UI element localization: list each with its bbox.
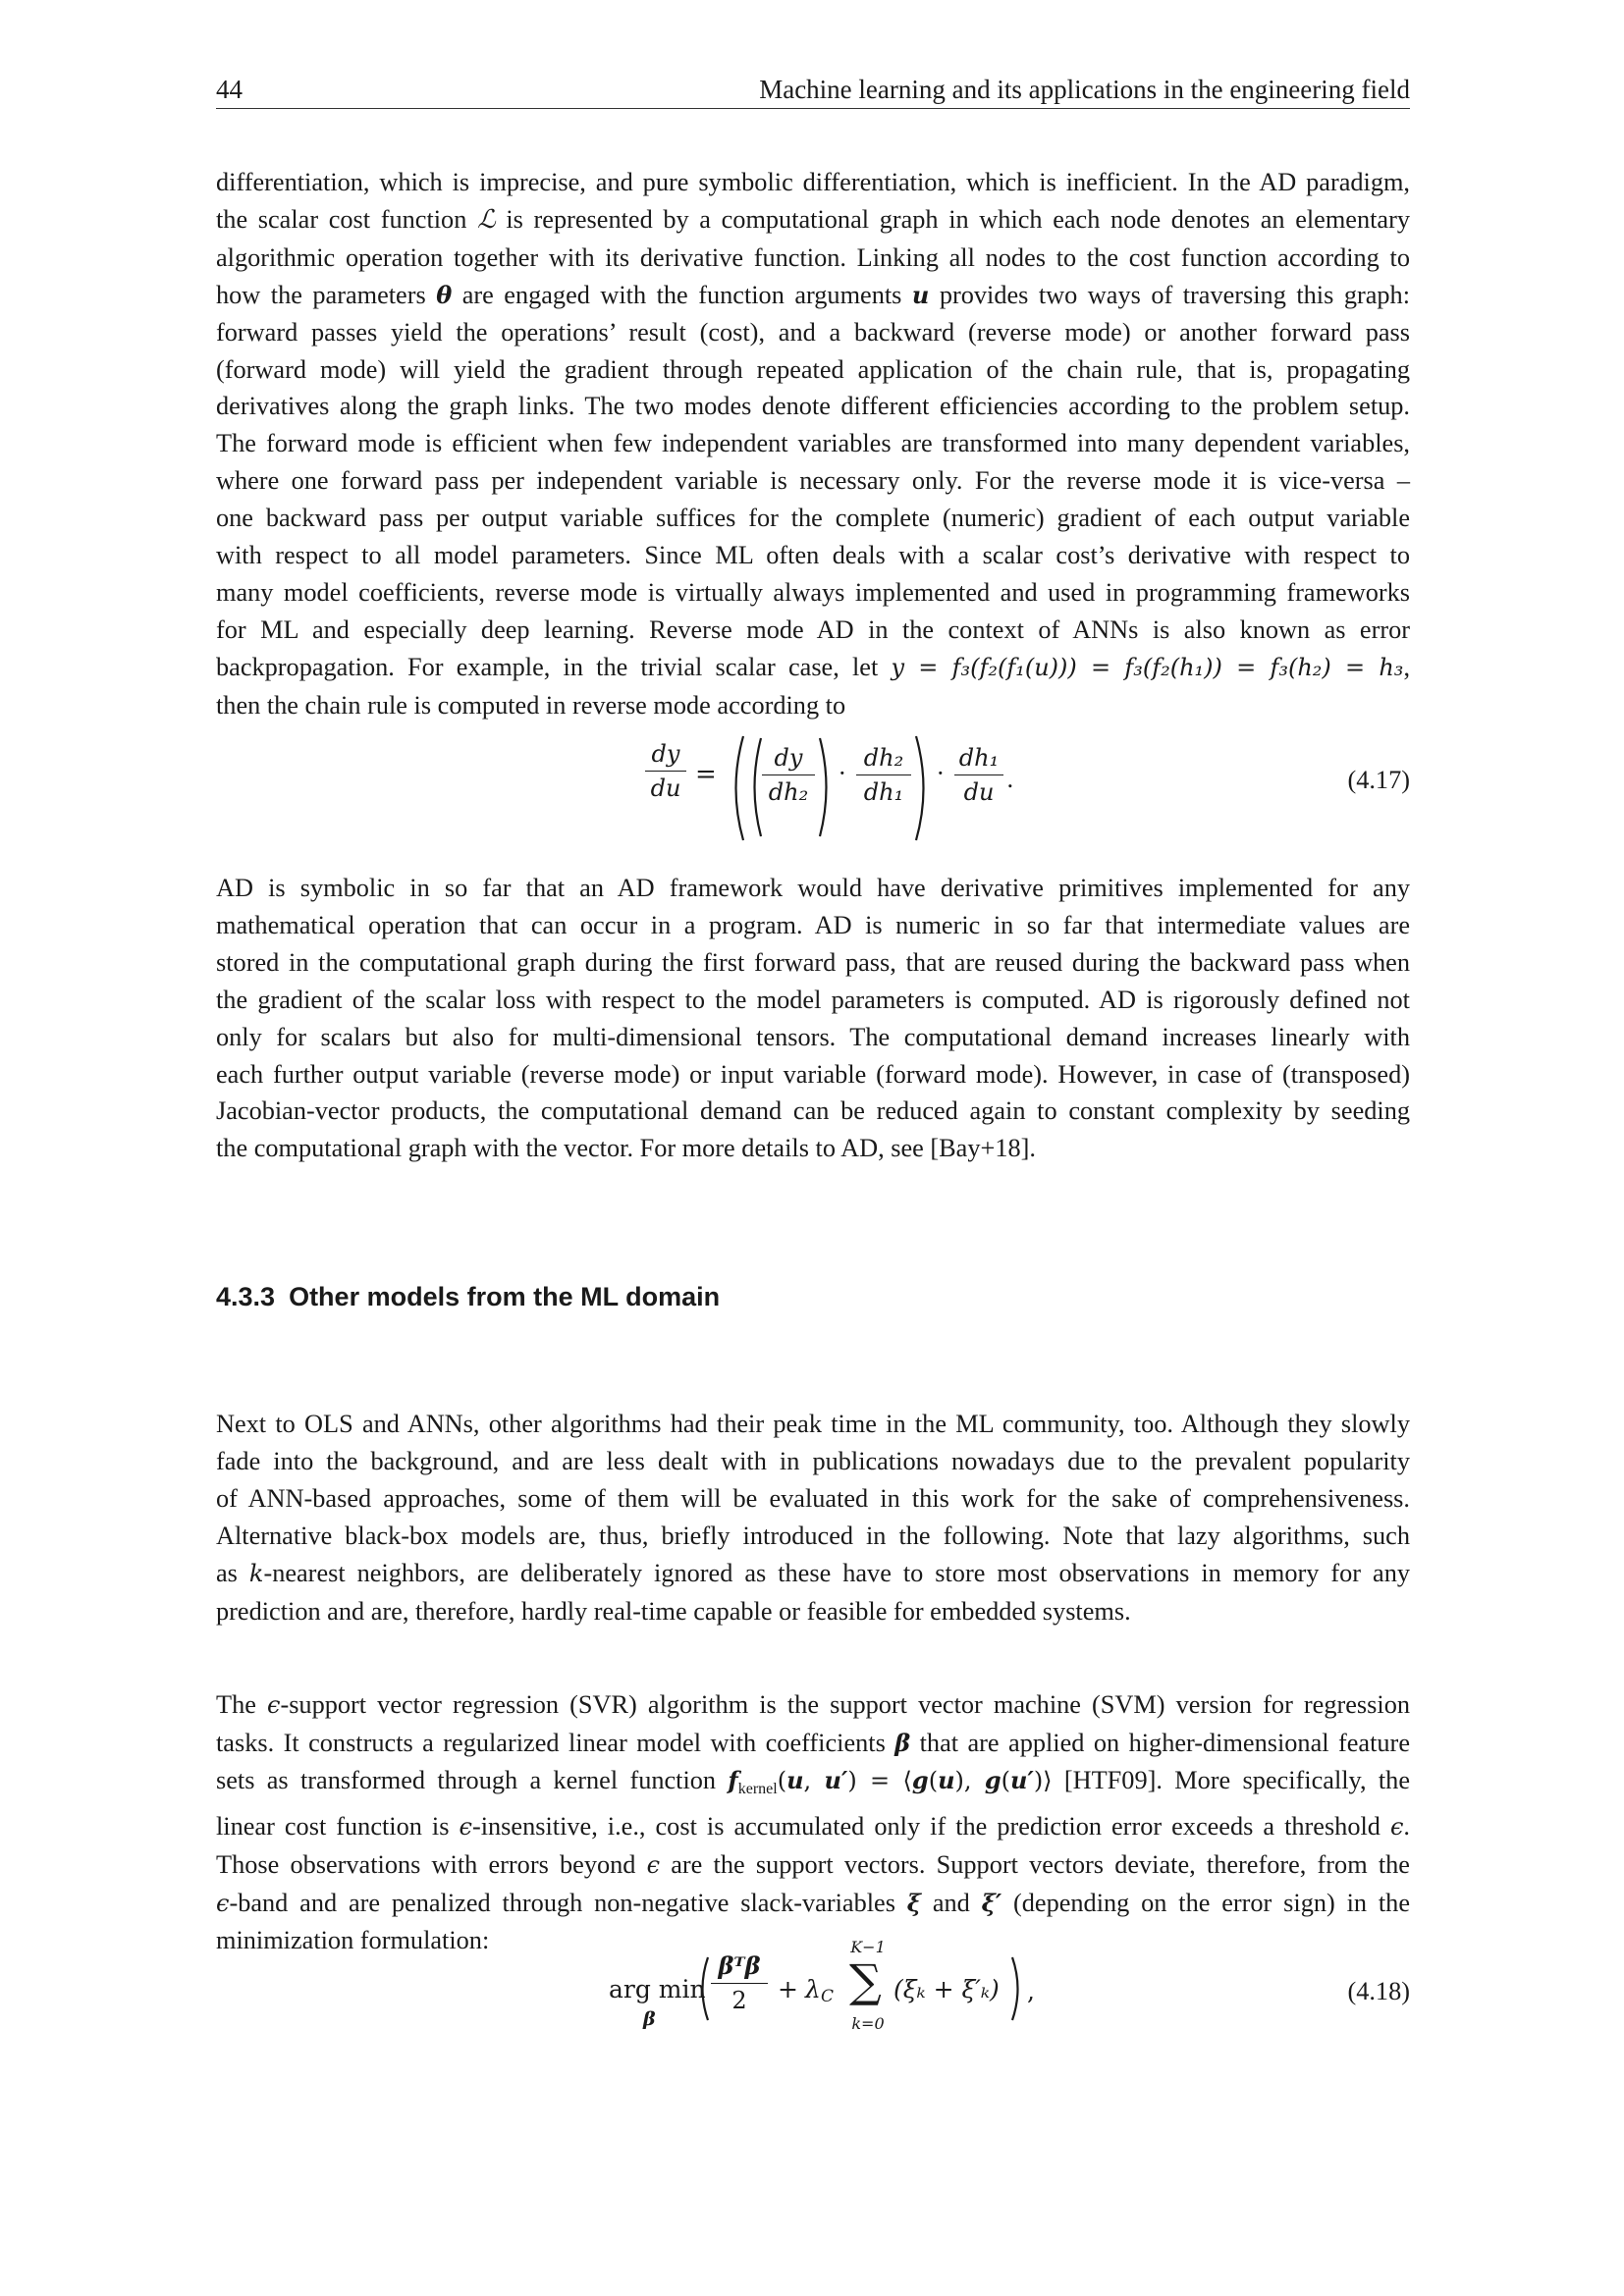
eq418-lambda: λ [805, 1975, 821, 2003]
math-inline: u [786, 1765, 804, 1794]
text-line [216, 870, 1410, 907]
math-inline: kernel [737, 1780, 778, 1797]
eq417-lhs-fraction [645, 740, 686, 802]
text-run: . [1403, 1811, 1410, 1841]
text-run: the scalar cost function [216, 204, 477, 234]
math-inline: f [728, 1765, 738, 1794]
equation-number-4-17: (4.17) [1347, 766, 1410, 794]
text-line [216, 351, 1410, 389]
text-run: The [216, 1690, 267, 1719]
text-run: tasks. It constructs a regularized linear model with coefficients [216, 1728, 895, 1757]
text-line [216, 1019, 1410, 1056]
text-run: forward passes yield the operations’ result (cost), and a backward (reverse mode) or another forward pass [216, 317, 1410, 347]
text-run: derivatives along the graph links. The two modes denote different efficiencies according to the problem setup. [216, 392, 1410, 421]
eq417-fraction-dh2-dh1 [856, 744, 911, 806]
math-inline: u′ [824, 1765, 848, 1794]
eq417-lhs-denominator: du [650, 774, 681, 802]
text-run: minimization formulation: [216, 1926, 490, 1955]
eq418-numerator: βᵀβ [718, 1951, 761, 1980]
paragraph-ad-reverse-mode [216, 164, 1410, 724]
text-line [216, 1885, 1410, 1923]
text-line [216, 1093, 1410, 1130]
text-run: for ML and especially deep learning. Reverse mode AD in the context of ANNs is also known as error [216, 614, 1410, 644]
paragraph-other-models [216, 1406, 1410, 1629]
math-inline: g [911, 1765, 929, 1794]
eq418-summand: (ξₖ + ξ′ₖ) [893, 1975, 1000, 2003]
math-inline: ), [954, 1766, 985, 1794]
text-line [216, 687, 1410, 724]
text-run: stored in the computational graph during the first forward pass, that are reused during the backward pass when [216, 947, 1410, 977]
eq418-plus: + [778, 1975, 798, 2003]
text-line [216, 164, 1410, 201]
math-inline: ϵ [1389, 1812, 1404, 1841]
eq417-f3-numerator: dh₁ [958, 744, 1000, 772]
text-line [216, 649, 1410, 687]
math-inline: ϵ [266, 1691, 281, 1719]
text-run: fade into the background, and are less dealt with in publications nowadays due to the prevalent popularity [216, 1446, 1410, 1475]
text-line [216, 500, 1410, 537]
text-run: Alternative black-box models are, thus, briefly introduced in the following. Note that lazy algorithms, such [216, 1521, 1410, 1550]
text-run: [HTF09]. More specifically, the [1052, 1765, 1411, 1794]
page-header [216, 69, 1410, 109]
text-run: how the parameters [216, 280, 437, 309]
eq417-fraction-dy-dh2 [762, 744, 815, 806]
math-inline: ( [777, 1766, 787, 1794]
text-run: only for scalars but also for multi-dimensional tensors. The computational demand increases linearly with [216, 1022, 1410, 1051]
math-inline: θ [436, 280, 453, 309]
text-run: are the support vectors. Support vectors deviate, therefore, from the [660, 1849, 1410, 1879]
text-line [216, 944, 1410, 982]
math-inline: y = f₃(f₂(f₁(u))) = f₃(f₂(h₁)) = f₃(h₂) = h₃ [891, 653, 1404, 681]
text-run: then the chain rule is computed in reverse mode according to [216, 690, 846, 720]
text-run: where one forward pass per independent variable is necessary only. For the reverse mode it is vice-versa – [216, 466, 1410, 496]
text-run: that are applied on higher-dimensional feature [910, 1728, 1410, 1757]
text-line [216, 1443, 1410, 1480]
eq418-left-paren [695, 1955, 711, 2022]
eq417-fraction-dh1-du [954, 744, 1003, 806]
math-inline: ϵ [216, 1889, 230, 1917]
text-line [216, 1762, 1410, 1808]
math-inline: ) = ⟨ [847, 1766, 912, 1794]
text-run: -insensitive, i.e., cost is accumulated only if the prediction error exceeds a threshold [471, 1811, 1390, 1841]
text-run: , [1403, 652, 1411, 681]
eq418-lambda-subscript: C [821, 1987, 835, 2006]
text-line [216, 1846, 1410, 1885]
text-line [216, 462, 1410, 500]
text-run: each further output variable (reverse mode) or input variable (forward mode). However, in case of (transposed) [216, 1059, 1410, 1089]
text-run: Jacobian-vector products, the computational demand can be reduced again to constant complexity by seeding [216, 1096, 1410, 1126]
math-inline: )⟩ [1033, 1766, 1053, 1794]
section-heading [216, 1282, 720, 1312]
eq417-dot-1: · [839, 760, 846, 787]
text-run: the computational graph with the vector. For more details to AD, see [Bay+18]. [216, 1134, 1036, 1163]
text-run: the gradient of the scalar loss with respect to the model parameters is computed. AD is rigorously defined not [216, 985, 1410, 1014]
math-inline: , [803, 1766, 825, 1794]
text-run: backpropagation. For example, in the trivial scalar case, let [216, 652, 892, 681]
text-run: one backward pass per output variable suffices for the complete (numeric) gradient of each output variable [216, 504, 1410, 533]
text-line [216, 201, 1410, 240]
text-run: -support vector regression (SVR) algorithm is the support vector machine (SVM) version for regression [280, 1690, 1410, 1719]
text-line [216, 1406, 1410, 1443]
eq418-argmin-subscript: β [643, 2008, 656, 2030]
eq417-period: . [1006, 766, 1014, 793]
text-run: linear cost function is [216, 1811, 460, 1841]
math-inline: ξ [906, 1888, 921, 1917]
math-inline: ϵ [646, 1850, 661, 1879]
text-line [216, 1593, 1410, 1630]
text-run: The forward mode is efficient when few independent variables are transformed into many dependent variables, [216, 429, 1410, 458]
eq417-f2-denominator: dh₁ [863, 778, 904, 806]
text-run: (forward mode) will yield the gradient through repeated application of the chain rule, that is, propagating [216, 354, 1410, 384]
math-inline: k [248, 1559, 264, 1587]
text-run: provides two ways of traversing this graph: [929, 280, 1410, 309]
text-run: Those observations with errors beyond [216, 1849, 647, 1879]
text-run: Next to OLS and ANNs, other algorithms had their peak time in the ML community, too. Although they slowly [216, 1410, 1410, 1438]
running-title: Machine learning and its applications in the engineering field [759, 75, 1410, 104]
eq417-f3-denominator: du [963, 778, 995, 806]
text-line [216, 240, 1410, 277]
text-run: is represented by a computational graph in which each node denotes an elementary [495, 204, 1410, 234]
equation-4-18 [216, 1940, 1410, 2042]
math-inline: u′ [1010, 1765, 1034, 1794]
text-run: as [216, 1558, 249, 1587]
text-run: and [920, 1888, 982, 1917]
eq418-fraction [711, 1951, 768, 2014]
text-run: AD is symbolic in so far that an AD framework would have derivative primitives implemented for any [216, 874, 1410, 902]
text-line [216, 314, 1410, 351]
eq417-dot-2: · [937, 760, 945, 787]
text-run: with respect to all model parameters. Since ML often deals with a scalar cost’s derivative with respect to [216, 541, 1410, 570]
text-line [216, 1725, 1410, 1762]
math-inline: ϵ [459, 1812, 472, 1841]
eq418-sum-lower-limit: k=0 [851, 2014, 885, 2033]
math-inline: u [938, 1765, 955, 1794]
text-run: mathematical operation that can occur in a program. AD is numeric in so far that intermediate values are [216, 910, 1410, 939]
text-run: of ANN-based approaches, some of them will be evaluated in this work for the sake of comprehensiveness. [216, 1483, 1410, 1513]
text-line [216, 425, 1410, 462]
text-line [216, 1056, 1410, 1094]
text-line [216, 907, 1410, 944]
eq417-lhs-numerator: dy [651, 740, 680, 768]
equation-number-4-18: (4.18) [1347, 1977, 1410, 2005]
math-inline: ξ′ [981, 1888, 1002, 1917]
eq417-outer-right-paren [913, 734, 933, 842]
math-inline: ( [928, 1766, 939, 1794]
eq418-denominator: 2 [731, 1987, 747, 2014]
text-run: -nearest neighbors, are deliberately ignored as these have to store most observations in memory for any [263, 1558, 1410, 1587]
text-line [216, 1808, 1410, 1846]
eq418-comma: , [1027, 1977, 1035, 2005]
equation-4-17 [216, 734, 1410, 842]
text-line [216, 574, 1410, 612]
math-inline: β [894, 1728, 911, 1757]
eq417-f2-numerator: dh₂ [863, 744, 904, 772]
text-line [216, 537, 1410, 574]
text-run: -band and are penalized through non-negative slack-variables [229, 1888, 907, 1917]
eq418-argmin: arg min [609, 1975, 706, 2003]
text-run: many model coefficients, reverse mode is virtually always implemented and used in programming frameworks [216, 577, 1410, 607]
paragraph-ad-symbolic-numeric [216, 870, 1410, 1167]
text-run: differentiation, which is imprecise, and pure symbolic differentiation, which is inefficient. In the AD paradigm, [216, 168, 1410, 196]
section-number: 4.3.3 [216, 1282, 276, 1311]
text-line [216, 1130, 1410, 1167]
text-line [216, 1555, 1410, 1593]
text-run: sets as transformed through a kernel function [216, 1765, 729, 1794]
text-line [216, 612, 1410, 649]
eq417-outer-left-paren [727, 734, 746, 842]
math-inline: ℒ [477, 204, 496, 235]
text-line [216, 1480, 1410, 1518]
eq418-right-paren [1009, 1955, 1025, 2022]
text-run: (depending on the error sign) in the [1001, 1888, 1410, 1917]
text-line [216, 1686, 1410, 1725]
math-inline: g [984, 1765, 1001, 1794]
math-inline: ( [1001, 1766, 1011, 1794]
section-title: Other models from the ML domain [289, 1282, 721, 1311]
eq417-f1-denominator: dh₂ [768, 778, 809, 806]
eq417-f1-numerator: dy [774, 744, 803, 772]
eq417-inner-right-paren [817, 736, 835, 838]
eq418-sum-symbol: ∑ [849, 1954, 882, 2007]
text-run: prediction and are, therefore, hardly real-time capable or feasible for embedded systems. [216, 1596, 1131, 1626]
paragraph-svr [216, 1686, 1410, 1959]
math-inline: u [911, 280, 930, 309]
text-line [216, 277, 1410, 314]
text-line [216, 1518, 1410, 1555]
text-line [216, 982, 1410, 1019]
eq418-sum-upper-limit: K−1 [850, 1938, 886, 1956]
text-line [216, 388, 1410, 425]
text-run: algorithmic operation together with its derivative function. Linking all nodes to the cost function according to [216, 242, 1410, 272]
eq417-equals: = [695, 760, 717, 789]
page-number: 44 [216, 75, 243, 104]
text-run: are engaged with the function arguments [452, 280, 912, 309]
